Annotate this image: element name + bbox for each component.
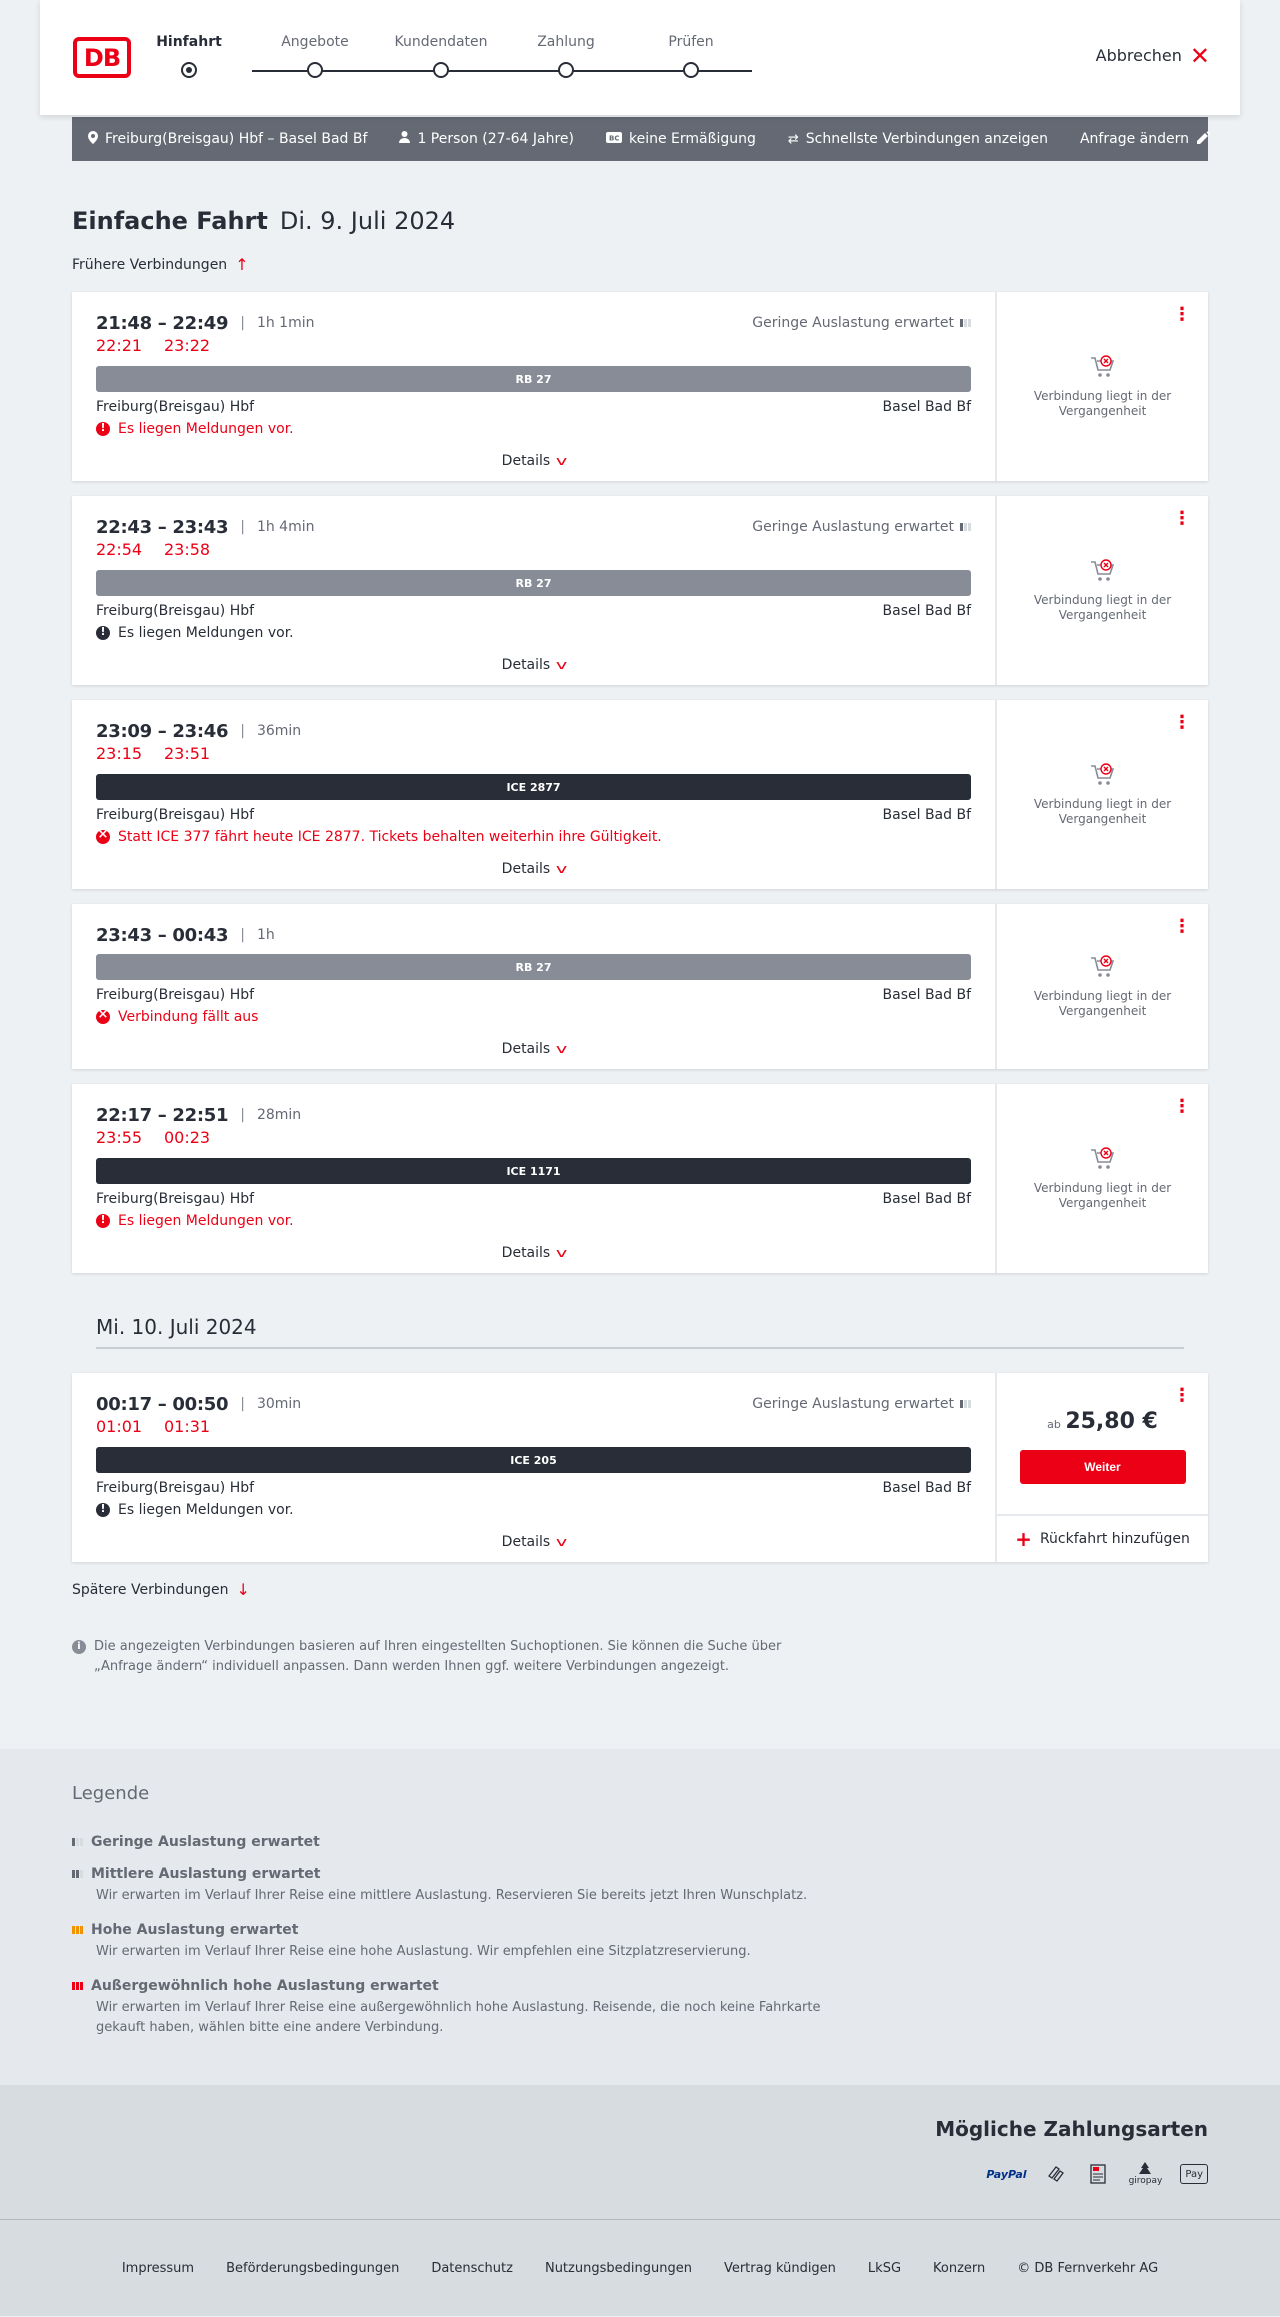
search-summary-bar <box>72 117 1208 161</box>
arrival-station: Basel Bad Bf <box>882 807 971 823</box>
past-label: Verbindung liegt in der Vergangenheit <box>1033 796 1172 826</box>
step-label: Kundendaten <box>394 34 488 50</box>
fastest-connections-toggle[interactable] <box>788 131 1048 147</box>
add-return-trip-button[interactable] <box>997 1514 1208 1562</box>
footer-link-nutzungsbedingungen[interactable]: Nutzungsbedingungen <box>544 2260 692 2276</box>
cart-unavailable-icon <box>1090 955 1116 979</box>
step-dot <box>683 62 699 78</box>
realtime-arrival: 23:22 <box>164 336 211 355</box>
arrival-station: Basel Bad Bf <box>882 1480 971 1496</box>
swap-arrows-icon: ⇄ <box>787 131 799 147</box>
traveler-summary[interactable] <box>399 131 574 147</box>
realtime-times <box>96 1417 971 1439</box>
connection-info <box>72 292 995 481</box>
footer-link-befoerderungsbedingungen[interactable]: Beförderungsbedingungen <box>226 2260 400 2276</box>
footer-link-lksg[interactable]: LkSG <box>867 2260 902 2276</box>
past-label: Verbindung liegt in der Vergangenheit <box>1033 988 1172 1018</box>
connection-card[interactable] <box>72 1373 1208 1562</box>
legend-item-title <box>72 1834 832 1850</box>
svg-text:BC: BC <box>609 134 620 142</box>
times-row <box>96 1393 971 1415</box>
chevron-down-icon: v <box>556 454 568 468</box>
realtime-departure: 23:15 <box>96 744 143 763</box>
footer-link-vertrag-kuendigen[interactable]: Vertrag kündigen <box>723 2260 836 2276</box>
past-connection-notice <box>997 355 1208 419</box>
card-payment-icon <box>1045 2159 1069 2189</box>
step-label: Hinfahrt <box>156 34 222 50</box>
cart-unavailable-icon <box>1090 1147 1116 1171</box>
train-bar: RB 27 <box>96 366 971 392</box>
legend-item-description: Wir erwarten im Verlauf Ihrer Reise eine außergewöhnlich hohe Auslastung. Reisende, die noch keine Fahrkarte gekauft haben, wählen bitte eine andere Verbindung. <box>96 2000 821 2035</box>
past-connection-notice <box>997 955 1208 1019</box>
legend-item <box>72 1866 832 1906</box>
legend-title-text: Geringe Auslastung erwartet <box>91 1834 320 1850</box>
discount-summary[interactable] <box>606 131 756 147</box>
warning-icon <box>96 1214 110 1228</box>
realtime-times <box>96 1128 971 1150</box>
chevron-down-icon: v <box>556 862 568 876</box>
offer-panel <box>995 1373 1208 1562</box>
step-zahlung[interactable] <box>501 34 631 78</box>
progress-stepper <box>156 34 780 84</box>
step-kundendaten[interactable] <box>376 34 506 78</box>
error-icon <box>96 1010 110 1024</box>
notice-message <box>96 829 971 845</box>
scheduled-times: 23:09 – 23:46 <box>96 720 229 742</box>
plus-icon: + <box>1015 1527 1032 1551</box>
cancel-button[interactable] <box>1095 41 1210 70</box>
separator: | <box>240 723 245 739</box>
connection-card[interactable] <box>72 700 1208 889</box>
footer-link-impressum[interactable]: Impressum <box>121 2260 195 2276</box>
apple-pay-label: Pay <box>1185 2168 1203 2180</box>
details-label: Details <box>501 861 551 877</box>
info-icon <box>96 1503 110 1517</box>
separator: | <box>240 1396 245 1412</box>
legend-item <box>72 1922 832 1962</box>
close-icon: ✕ <box>1189 41 1210 70</box>
arrow-down-icon: ↓ <box>236 1580 250 1599</box>
times-row <box>96 720 971 742</box>
warning-icon <box>96 422 110 436</box>
giropay-label: giropay <box>1128 2176 1163 2186</box>
occupancy-label: Geringe Auslastung erwartet <box>752 1396 954 1412</box>
connection-card[interactable] <box>72 904 1208 1069</box>
notice-message <box>96 1213 971 1229</box>
past-connection-notice <box>997 763 1208 827</box>
scheduled-times: 23:43 – 00:43 <box>96 924 229 946</box>
legend <box>0 1749 1280 2085</box>
details-toggle[interactable] <box>96 1518 971 1562</box>
stations <box>96 603 971 619</box>
times-row <box>96 312 971 334</box>
details-label: Details <box>501 657 551 673</box>
stations <box>96 399 971 415</box>
price-prefix: ab <box>1047 1418 1061 1431</box>
details-toggle[interactable] <box>96 845 971 889</box>
offer-panel <box>995 292 1208 481</box>
step-label: Prüfen <box>668 34 714 50</box>
apple-pay-icon <box>1180 2164 1208 2184</box>
payment-icons <box>72 2159 1208 2189</box>
payment-title: Mögliche Zahlungsarten <box>935 2117 1208 2141</box>
legend-title-text: Außergewöhnlich hohe Auslastung erwartet <box>91 1978 439 1994</box>
realtime-departure: 01:01 <box>96 1417 143 1436</box>
db-logo[interactable]: DB <box>73 37 131 78</box>
info-icon: i <box>72 1640 86 1654</box>
past-label: Verbindung liegt in der Vergangenheit <box>1033 388 1172 418</box>
details-toggle[interactable] <box>96 1025 971 1069</box>
notice-message <box>96 421 971 437</box>
add-return-label: Rückfahrt hinzufügen <box>1039 1531 1190 1547</box>
train-bar: ICE 205 <box>96 1447 971 1473</box>
person-icon <box>399 131 410 147</box>
arrival-station: Basel Bad Bf <box>882 399 971 415</box>
departure-station: Freiburg(Breisgau) Hbf <box>96 1191 255 1207</box>
payment-methods <box>0 2085 1280 2220</box>
bahncard-icon <box>606 132 622 147</box>
separator: | <box>240 1107 245 1123</box>
details-label: Details <box>501 1245 551 1261</box>
edit-request-label: Anfrage ändern <box>1079 131 1189 147</box>
error-icon <box>96 830 110 844</box>
past-label: Verbindung liegt in der Vergangenheit <box>1033 592 1172 622</box>
stations <box>96 987 971 1003</box>
times-row <box>96 924 971 946</box>
notice-text: Verbindung fällt aus <box>118 1009 259 1025</box>
more-options-icon[interactable]: ⋮ <box>1173 1096 1191 1117</box>
details-label: Details <box>501 453 551 469</box>
connection-info <box>72 700 995 889</box>
realtime-departure: 23:55 <box>96 1128 143 1147</box>
times-row <box>96 516 971 538</box>
earlier-connections-label: Frühere Verbindungen <box>72 256 228 273</box>
step-label: Angebote <box>281 34 349 50</box>
cart-unavailable-icon <box>1090 355 1116 379</box>
step-pruefen[interactable] <box>626 34 756 78</box>
connection-info <box>72 904 995 1069</box>
step-label: Zahlung <box>537 34 595 50</box>
notice-text: Es liegen Meldungen vor. <box>118 1213 294 1229</box>
footer-link-konzern[interactable]: Konzern <box>933 2260 986 2276</box>
legend-item <box>72 1978 832 2038</box>
departure-station: Freiburg(Breisgau) Hbf <box>96 603 255 619</box>
main-content <box>72 207 1208 1677</box>
realtime-departure: 22:54 <box>96 540 143 559</box>
cancel-label: Abbrechen <box>1095 46 1182 65</box>
realtime-departure: 22:21 <box>96 336 143 355</box>
occupancy-low-icon <box>960 1400 971 1408</box>
departure-station: Freiburg(Breisgau) Hbf <box>96 1480 255 1496</box>
notice-message <box>96 1502 971 1518</box>
train-bar: RB 27 <box>96 570 971 596</box>
details-label: Details <box>501 1041 551 1057</box>
day-separator: Mi. 10. Juli 2024 <box>96 1315 1184 1349</box>
price: 25,80 € <box>1065 1409 1158 1434</box>
more-options-icon[interactable]: ⋮ <box>1173 508 1191 529</box>
details-toggle[interactable] <box>96 641 971 685</box>
notice-text: Es liegen Meldungen vor. <box>118 1502 294 1518</box>
notice-message <box>96 1009 971 1025</box>
step-dot <box>558 62 574 78</box>
more-options-icon[interactable]: ⋮ <box>1173 1385 1191 1406</box>
legend-item-description: Wir erwarten im Verlauf Ihrer Reise eine hohe Auslastung. Wir empfehlen eine Sitzplatzreservierung. <box>96 1944 751 1959</box>
later-connections-label: Spätere Verbindungen <box>72 1581 229 1598</box>
pencil-icon <box>1197 130 1211 148</box>
footer-copyright: © DB Fernverkehr AG <box>1017 2260 1159 2276</box>
header <box>40 0 1240 115</box>
invoice-icon <box>1087 2159 1111 2189</box>
duration: 1h 4min <box>256 519 315 535</box>
traveler-text: 1 Person (27-64 Jahre) <box>417 131 574 147</box>
cart-unavailable-icon <box>1090 763 1116 787</box>
legend-item-title <box>72 1978 832 1994</box>
connection-card[interactable] <box>72 496 1208 685</box>
realtime-arrival: 01:31 <box>164 1417 211 1436</box>
chevron-down-icon: v <box>556 1246 568 1260</box>
edit-request-button[interactable] <box>1080 130 1211 148</box>
connection-card[interactable] <box>72 292 1208 481</box>
later-connections-link[interactable] <box>72 1580 1208 1599</box>
step-dot <box>433 62 449 78</box>
details-label: Details <box>501 1534 551 1550</box>
occupancy-very-high-icon <box>72 1982 83 1990</box>
realtime-arrival: 23:58 <box>164 540 211 559</box>
continue-button[interactable]: Weiter <box>1020 1450 1186 1484</box>
step-dot <box>181 62 197 78</box>
scheduled-times: 21:48 – 22:49 <box>96 312 229 334</box>
earlier-connections-link[interactable] <box>72 255 1208 274</box>
separator: | <box>240 927 245 943</box>
fastest-text: Schnellste Verbindungen anzeigen <box>805 131 1048 147</box>
giropay-icon <box>1129 2159 1163 2189</box>
realtime-arrival: 00:23 <box>164 1128 211 1147</box>
route-summary[interactable] <box>88 131 367 148</box>
connection-info <box>72 496 995 685</box>
stations <box>96 807 971 823</box>
connection-info <box>72 1373 995 1562</box>
chevron-down-icon: v <box>556 1535 568 1549</box>
cart-unavailable-icon <box>1090 559 1116 583</box>
scheduled-times: 22:17 – 22:51 <box>96 1104 229 1126</box>
separator: | <box>240 519 245 535</box>
page-title-row <box>72 207 1208 235</box>
more-options-icon[interactable]: ⋮ <box>1173 916 1191 937</box>
realtime-times <box>96 540 971 562</box>
location-pin-icon <box>88 131 98 148</box>
step-dot <box>307 62 323 78</box>
route-text: Freiburg(Breisgau) Hbf – Basel Bad Bf <box>105 131 368 147</box>
legend-item-title <box>72 1866 832 1882</box>
legend-item-description: Wir erwarten im Verlauf Ihrer Reise eine mittlere Auslastung. Reservieren Sie bereits jetzt Ihren Wunschplatz. <box>96 1888 808 1903</box>
more-options-icon[interactable]: ⋮ <box>1173 304 1191 325</box>
legend-title: Legende <box>72 1783 150 1804</box>
occupancy-low-icon <box>960 319 971 327</box>
separator: | <box>240 315 245 331</box>
occupancy-high-icon <box>72 1926 83 1934</box>
occupancy-medium-icon <box>72 1870 83 1878</box>
realtime-times <box>96 744 971 766</box>
realtime-arrival: 23:51 <box>164 744 211 763</box>
details-toggle[interactable] <box>96 437 971 481</box>
arrival-station: Basel Bad Bf <box>882 987 971 1003</box>
duration: 1h 1min <box>256 315 315 331</box>
arrival-station: Basel Bad Bf <box>882 1191 971 1207</box>
search-info-note <box>72 1637 832 1677</box>
occupancy-low-icon <box>72 1838 83 1846</box>
notice-text: Statt ICE 377 fährt heute ICE 2877. Tickets behalten weiterhin ihre Gültigkeit. <box>118 829 662 845</box>
offer-panel <box>995 496 1208 685</box>
notice-text: Es liegen Meldungen vor. <box>118 625 294 641</box>
departure-station: Freiburg(Breisgau) Hbf <box>96 987 255 1003</box>
scheduled-times: 00:17 – 00:50 <box>96 1393 229 1415</box>
occupancy-low-icon <box>960 523 971 531</box>
duration: 1h <box>256 927 275 943</box>
arrow-up-icon: ↑ <box>235 255 249 274</box>
footer <box>0 2220 1280 2316</box>
times-row <box>96 1104 971 1126</box>
chevron-down-icon: v <box>556 658 568 672</box>
step-hinfahrt[interactable] <box>124 34 254 78</box>
stations <box>96 1191 971 1207</box>
arrival-station: Basel Bad Bf <box>882 603 971 619</box>
occupancy-indicator <box>752 315 971 331</box>
duration: 28min <box>256 1107 302 1123</box>
info-icon <box>96 626 110 640</box>
info-text: Die angezeigten Verbindungen basieren auf Ihren eingestellten Suchoptionen. Sie können die Suche über „Anfrage ändern“ individuell anpassen. Dann werden Ihnen ggf. weitere Verbindungen angezeigt. <box>94 1639 782 1674</box>
occupancy-label: Geringe Auslastung erwartet <box>752 519 954 535</box>
notice-text: Es liegen Meldungen vor. <box>118 421 294 437</box>
footer-link-datenschutz[interactable]: Datenschutz <box>431 2260 513 2276</box>
scheduled-times: 22:43 – 23:43 <box>96 516 229 538</box>
page-title: Einfache Fahrt <box>72 207 268 235</box>
stations <box>96 1480 971 1496</box>
train-bar: ICE 1171 <box>96 1158 971 1184</box>
duration: 30min <box>256 1396 302 1412</box>
past-connection-notice <box>997 1147 1208 1211</box>
connection-info <box>72 1084 995 1273</box>
legend-title-text: Mittlere Auslastung erwartet <box>91 1866 321 1882</box>
occupancy-indicator <box>752 1396 971 1412</box>
past-label: Verbindung liegt in der Vergangenheit <box>1033 1180 1172 1210</box>
legend-item <box>72 1834 832 1850</box>
paypal-icon: PayPal <box>986 2167 1027 2181</box>
train-bar: ICE 2877 <box>96 774 971 800</box>
train-bar: RB 27 <box>96 954 971 980</box>
occupancy-indicator <box>752 519 971 535</box>
connection-card[interactable] <box>72 1084 1208 1273</box>
details-toggle[interactable] <box>96 1229 971 1273</box>
offer-panel <box>995 904 1208 1069</box>
past-connection-notice <box>997 559 1208 623</box>
departure-station: Freiburg(Breisgau) Hbf <box>96 399 255 415</box>
travel-date: Di. 9. Juli 2024 <box>279 207 456 235</box>
offer-panel <box>995 1084 1208 1273</box>
notice-message <box>96 625 971 641</box>
occupancy-label: Geringe Auslastung erwartet <box>752 315 954 331</box>
step-angebote[interactable] <box>250 34 380 78</box>
offer-panel <box>995 700 1208 889</box>
more-options-icon[interactable]: ⋮ <box>1173 712 1191 733</box>
chevron-down-icon: v <box>556 1042 568 1056</box>
legend-item-title <box>72 1922 832 1938</box>
discount-text: keine Ermäßigung <box>629 131 756 147</box>
departure-station: Freiburg(Breisgau) Hbf <box>96 807 255 823</box>
duration: 36min <box>256 723 302 739</box>
realtime-times <box>96 336 971 358</box>
legend-title-text: Hohe Auslastung erwartet <box>91 1922 299 1938</box>
